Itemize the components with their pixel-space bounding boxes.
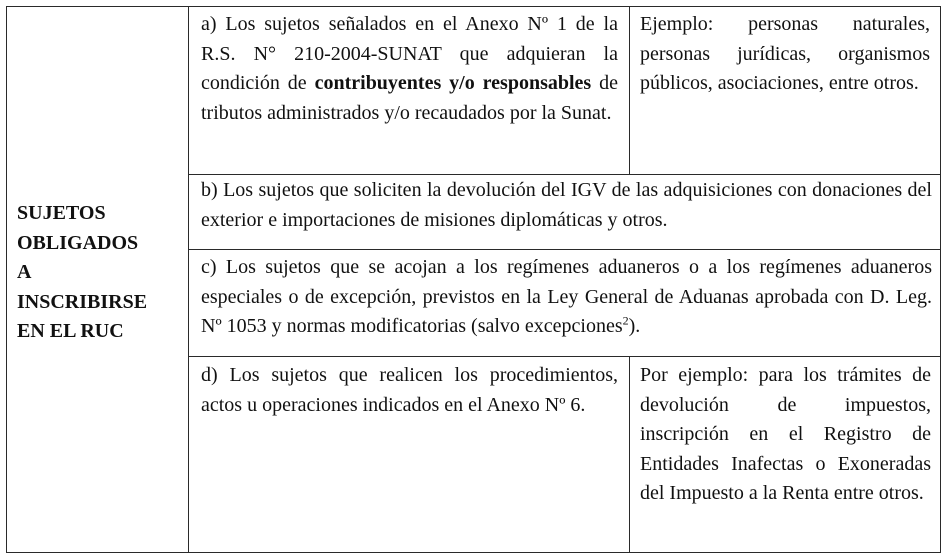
row-c-closing: ). bbox=[628, 315, 641, 337]
row-b-description: b) Los sujetos que soliciten la devolución del IGV de las adquisiciones con donaciones del exterior e importaciones de misiones diplomáticas y otros. bbox=[201, 179, 932, 231]
row-c-description bbox=[201, 253, 932, 342]
row-a-text-before: a) Los sujetos señalados en el Anexo Nº 1 de la R.S. N° 210-2004-SUNAT que adquieran la condición de bbox=[201, 13, 618, 94]
header-line-2: OBLIGADOS bbox=[17, 231, 139, 254]
row-divider-a-b bbox=[188, 174, 941, 175]
row-divider-b-c bbox=[188, 249, 941, 250]
header-line-5: EN EL RUC bbox=[17, 320, 124, 342]
header-line-1: SUJETOS bbox=[17, 202, 106, 224]
row-c-text: c) Los sujetos que se acojan a los regímenes aduaneros o a los regímenes aduaneros especiales o de excepción, previstos en la Ley General de Aduanas aprobada con D. Leg. Nº 1053 y normas modificatorias (salvo excepciones bbox=[201, 256, 932, 337]
row-a-text-bold: contribuyentes y/o responsables bbox=[314, 72, 592, 94]
header-cell bbox=[17, 199, 185, 347]
table-border-right bbox=[940, 6, 941, 553]
header-column-divider bbox=[188, 6, 189, 553]
footnote-marker: 2 bbox=[622, 313, 629, 328]
row-a-column-divider bbox=[629, 6, 630, 175]
header-line-3: A bbox=[17, 261, 32, 283]
row-a-description bbox=[201, 10, 618, 128]
table-border-bottom bbox=[6, 552, 941, 553]
row-d-example: Por ejemplo: para los trámites de devolución de impuestos, inscripción en el Registro de Entidades Inafectas o Exoneradas del Impuesto a la Renta entre otros. bbox=[640, 364, 931, 504]
row-divider-c-d bbox=[188, 356, 941, 357]
table-border-left bbox=[6, 6, 7, 553]
row-a-text-after: de tributos administrados y/o recaudados por la Sunat. bbox=[201, 72, 618, 124]
header-line-4: INSCRIBIRSE bbox=[17, 290, 148, 313]
row-d-column-divider bbox=[629, 356, 630, 553]
row-d-description: d) Los sujetos que realicen los procedimientos, actos u operaciones indicados en el Anexo Nº 6. bbox=[201, 364, 618, 416]
row-a-example: Ejemplo: personas naturales, personas jurídicas, organismos públicos, asociaciones, entre otros. bbox=[640, 13, 930, 94]
table-border-top bbox=[6, 6, 941, 7]
